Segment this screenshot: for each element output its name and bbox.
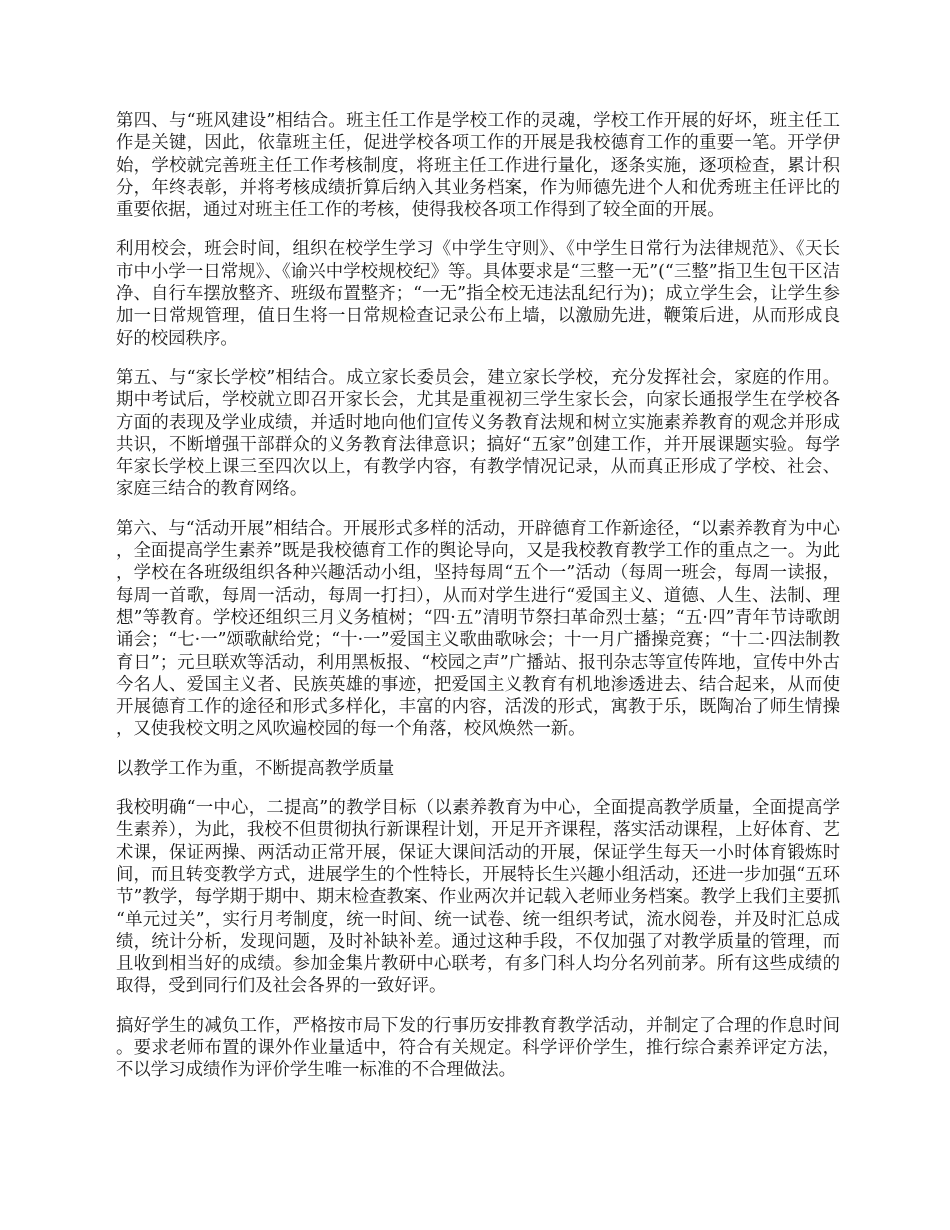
document-body [116, 110, 840, 1099]
paragraph-teaching-goals: 我校明确“一中心，二提高”的教学目标（以素养教育为中心，全面提高教学质量，全面提高学生素养），为此，我校不但贯彻执行新课程计划，开足开齐课程，落实活动课程，上好体育、艺术课，保证两操、两活动正常开展，保证大课间活动的开展，保证学生每天一小时体育锻炼时间，而且转变教学方式，进展学生的个性特长，开展特长生兴趣小组活动，还进一步加强“五环节”教学，每学期于期中、期末检查教案、作业两次并记载入老师业务档案。教学上我们主要抓“单元过关”，实行月考制度，统一时间、统一试卷、统一组织考试，流水阅卷，并及时汇总成绩，统计分析，发现问题，及时补缺补差。通过这种手段，不仅加强了对教学质量的管理，而且收到相当好的成绩。参加金集片教研中心联考，有多门科人均分名列前茅。所有这些成绩的取得，受到同行们及社会各界的一致好评。 [116, 798, 840, 997]
paragraph-parent-school: 第五、与“家长学校”相结合。成立家长委员会，建立家长学校，充分发挥社会，家庭的作用。期中考试后，学校就立即召开家长会，尤其是重视初三学生家长会，向家长通报学生在学校各方面的表现及学业成绩，并适时地向他们宣传义务教育法规和树立实施素养教育的观念并形成共识，不断增强干部群众的义务教育法律意识；搞好“五家”创建工作，并开展课题实验。每学年家长学校上课三至四次以上，有教学内容，有教学情况记录，从而真正形成了学校、社会、家庭三结合的教育网络。 [116, 367, 840, 500]
paragraph-daily-routine: 利用校会，班会时间，组织在校学生学习《中学生守则》、《中学生日常行为法律规范》、《天长市中小学一日常规》、《谕兴中学校规校纪》等。具体要求是“三整一无”(“三整”指卫生包干区洁净、自行车摆放整齐、班级布置整齐；“一无”指全校无违法乱纪行为)；成立学生会，让学生参加一日常规管理，值日生将一日常规检查记录公布上墙，以激励先进，鞭策后进，从而形成良好的校园秩序。 [116, 239, 840, 349]
paragraph-class-spirit: 第四、与“班风建设”相结合。班主任工作是学校工作的灵魂，学校工作开展的好坏，班主任工作是关键，因此，依靠班主任，促进学校各项工作的开展是我校德育工作的重要一笔。开学伊始，学校就完善班主任工作考核制度，将班主任工作进行量化，逐条实施，逐项检查，累计积分，年终表彰，并将考核成绩折算后纳入其业务档案，作为师德先进个人和优秀班主任评比的重要依据，通过对班主任工作的考核，使得我校各项工作得到了较全面的开展。 [116, 111, 840, 221]
paragraph-burden-reduction: 搞好学生的减负工作，严格按市局下发的行事历安排教育教学活动，并制定了合理的作息时间。要求老师布置的课外作业量适中，符合有关规定。科学评价学生，推行综合素养评定方法，不以学习成绩作为评价学生唯一标准的不合理做法。 [116, 1015, 840, 1081]
paragraph-activities: 第六、与“活动开展”相结合。开展形式多样的活动，开辟德育工作新途径，“以素养教育为中心，全面提高学生素养”既是我校德育工作的舆论导向，又是我校教育教学工作的重点之一。为此，学校在各班级组织各种兴趣活动小组，坚持每周“五个一”活动（每周一班会，每周一读报，每周一首歌，每周一活动，每周一打扫），从而对学生进行“爱国主义、道德、人生、法制、理想”等教育。学校还组织三月义务植树；“四·五”清明节祭扫革命烈士墓；“五·四”青年节诗歌朗诵会；“七·一”颂歌献给党；“十·一”爱国主义歌曲歌咏会；十一月广播操竞赛；“十二·四法制教育日”；元旦联欢等活动，利用黑板报、“校园之声”广播站、报刊杂志等宣传阵地，宣传中外古今名人、爱国主义者、民族英雄的事迹，把爱国主义教育有机地渗透进去、结合起来，从而使开展德育工作的途径和形式多样化，丰富的内容，活泼的形式，寓教于乐，既陶冶了师生情操，又使我校文明之风吹遍校园的每一个角落，校风焕然一新。 [116, 518, 840, 740]
section-heading-teaching-quality: 以教学工作为重，不断提高教学质量 [116, 758, 395, 779]
